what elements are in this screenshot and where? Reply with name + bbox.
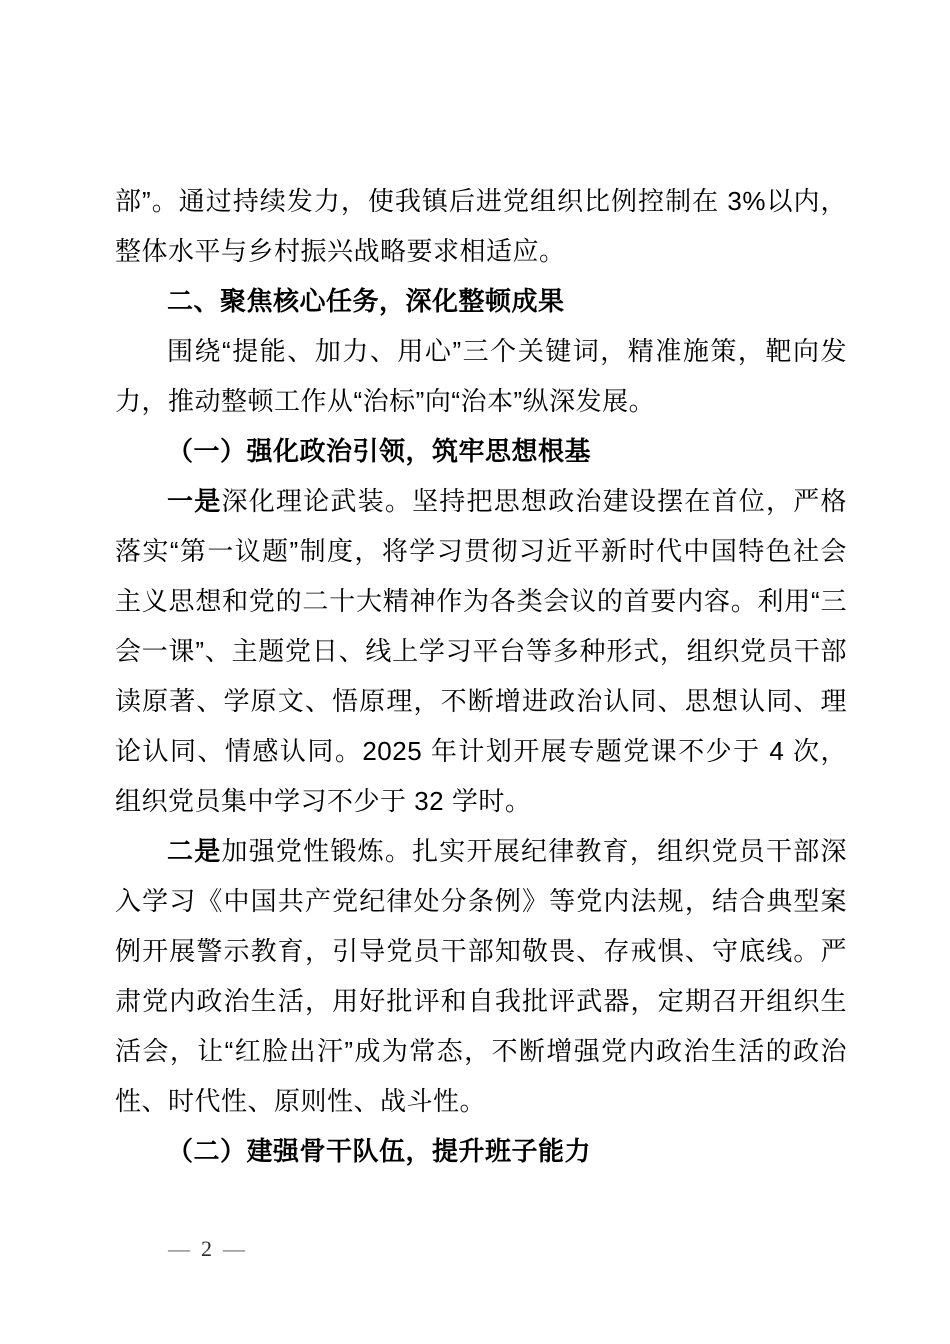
page-footer xyxy=(157,1234,256,1264)
paragraph-text: 加强党性锻炼。扎实开展纪律教育，组织党员干部深入学习《中国共产党纪律处分条例》等党内法规，结合典型案例开展警示教育，引导党员干部知敬畏、存戒惧、守底线。严肃党内政治生活，用好批评和自我批评武器，定期召开组织生活会，让“红脸出汗”成为常态，不断增强党内政治生活的政治性、时代性、原则性、战斗性。 xyxy=(115,836,847,1116)
footer-dash-left: — xyxy=(168,1236,190,1261)
paragraph xyxy=(115,476,847,826)
paragraph-continuation: 部”。通过持续发力，使我镇后进党组织比例控制在 3%以内，整体水平与乡村振兴战略要求相适应。 xyxy=(115,186,847,266)
document-body xyxy=(115,176,847,1176)
run-in-emphasis: 二是 xyxy=(167,836,222,866)
page-number: 2 xyxy=(201,1236,212,1261)
run-in-emphasis: 一是 xyxy=(167,486,222,516)
paragraph xyxy=(115,826,847,1126)
paragraph: 围绕“提能、加力、用心”三个关键词，精准施策，靶向发力，推动整顿工作从“治标”向“治本”纵深发展。 xyxy=(115,336,847,416)
section-heading-level2: （二）建强骨干队伍，提升班子能力 xyxy=(167,1136,592,1166)
footer-dash-right: — xyxy=(223,1236,245,1261)
section-heading-level1: 二、聚焦核心任务，深化整顿成果 xyxy=(167,286,565,316)
section-heading-level2: （一）强化政治引领，筑牢思想根基 xyxy=(167,436,592,466)
paragraph-text: 深化理论武装。坚持把思想政治建设摆在首位，严格落实“第一议题”制度，将学习贯彻习近平新时代中国特色社会主义思想和党的二十大精神作为各类会议的首要内容。利用“三会一课”、主题党日、线上学习平台等多种形式，组织党员干部读原著、学原文、悟原理，不断增进政治认同、思想认同、理论认同、情感认同。2025 年计划开展专题党课不少于 4 次，组织党员集中学习不少于 32 学时。 xyxy=(115,486,847,816)
